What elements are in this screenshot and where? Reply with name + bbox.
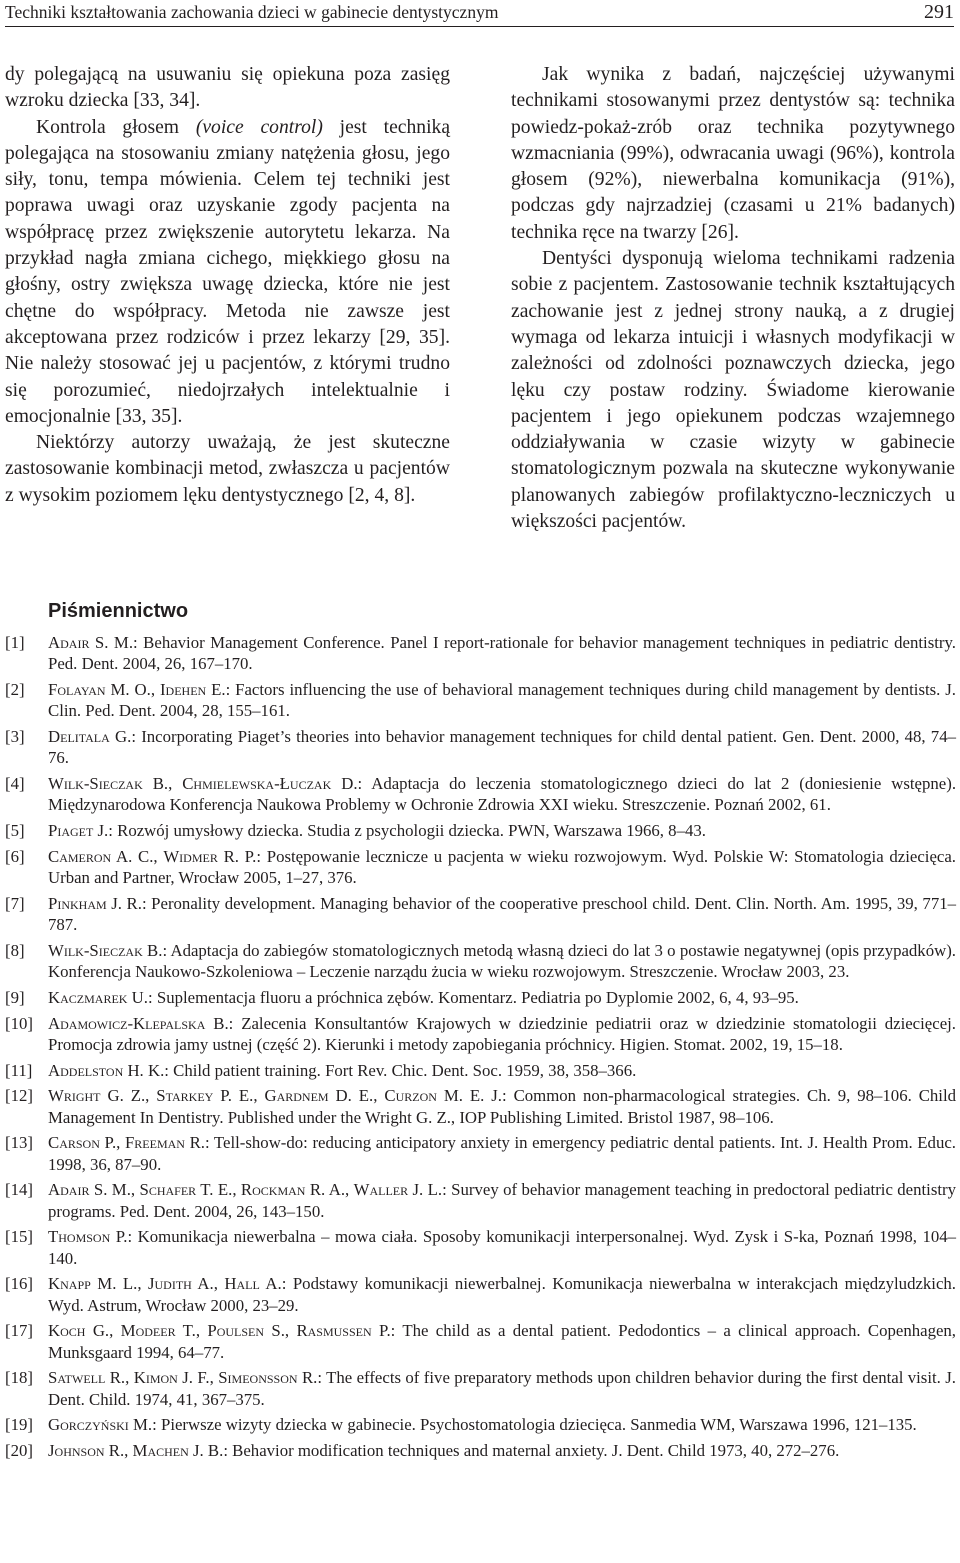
reference-item: [12] Wright G. Z., Starkey P. E., Gardnem D. E., Curzon M. E. J.: Common non-pharmacological strategies. Ch. 9, 98–106. Child Management In Dentistry. Published under the Wright G. Z., IOP Publishing Limited. Bristol 1987, 98–106. — [5, 1086, 957, 1127]
author-initials: R. A. — [309, 1180, 346, 1200]
author-initials: J. F. — [182, 1368, 210, 1388]
author-surname: Starkey — [156, 1086, 214, 1106]
author-surname: Kimon — [133, 1368, 178, 1388]
author-surname: Rasmussen — [296, 1321, 372, 1341]
author-surname: Wilk-Sieczak — [48, 774, 143, 793]
author-initials: D. E. — [335, 1086, 374, 1106]
reference-text: : Komunikacja niewerbalna – mowa ciała. Sposoby komunikacji interpersonalnej. Wyd. Zysk i S-ka, Poznań 1998, 104–140. — [48, 1227, 957, 1268]
text-run: jest techniką polegająca na stosowaniu zmiany natężenia głosu, jego siły, tonu, tempa mówienia. Celem tej techniki jest poprawa uwagi oraz uzyskanie zgody pacjenta na współpracę przez zwiększenie autorytetu lekarza. Na przykład nagła zmiana cichego, miękkiego głosu na głośny, ostry zwiększa uwagę dziecka, które nie jest chętne do współpracy. Metoda nie zawsze jest akceptowana przez rodziców i przez lekarzy [29, 35]. Nie należy stosować jej u pacjentów, z którymi trudno się porozumieć, niedojrzałych intelektualnie i emocjonalnie [33, 35]. — [5, 116, 451, 427]
right-column — [511, 62, 955, 535]
reference-text: : The effects of five preparatory methods upon children behavior during the first dental visit. J. Dent. Child. 1974, 41, 367–375. — [48, 1368, 956, 1409]
author-surname: Kaczmarek — [48, 987, 128, 1007]
author-initials: R. — [108, 1441, 125, 1461]
paragraph: Jak wynika z badań, najczęściej używanymi technikami stosowanymi przez dentystów są: technika powiedz-pokaż-zrób oraz technika pozytywnego wzmacniania (99%), odwracania uwagi (96%), kontrola głosem (92%), niewerbalna komunikacja (91%), podczas gdy najrzadziej (czasami u 21% badanych) technika ręce na twarzy [26]. — [511, 64, 955, 243]
author-surname: Thomson — [48, 1227, 111, 1247]
text-run: Kontrola głosem — [36, 116, 196, 138]
reference-text: : Suplementacja fluoru a próchnica zębów. Komentarz. Pediatria po Dyplomie 2002, 6, 4, 93–95. — [148, 987, 799, 1007]
reference-number: [12] — [5, 1086, 33, 1106]
reference-text: : Survey of behavior management teaching in predoctoral pediatric dentistry programs. Ped. Dent. 2004, 26, 143–150. — [48, 1180, 957, 1221]
reference-text: : The child as a dental patient. Pedodontics – a clinical approach. Copenhagen, Munksgaard 1994, 64–77. — [48, 1321, 956, 1362]
author-initials: J. — [97, 821, 109, 840]
reference-item — [5, 1226, 956, 1268]
author-initials: G. — [92, 1321, 110, 1341]
author-surname: Gorczyński — [48, 1415, 129, 1435]
author-surname: Hall — [224, 1274, 260, 1294]
reference-number: [3] — [5, 727, 25, 746]
author-surname: Piaget — [48, 821, 94, 840]
author-surname: Adair — [48, 1180, 90, 1200]
paragraph: dy polegającą na usuwaniu się opiekuna poza zasięg wzroku dziecka [33, 34]. — [5, 64, 450, 112]
paragraph: Niektórzy autorzy uważają, że jest skuteczne zastosowanie kombinacji metod, zwłaszcza u pacjentów z wysokim poziomem lęku dentystycznego [2, 4, 8]. — [5, 432, 450, 506]
author-surname: Poulsen — [207, 1321, 265, 1341]
author-surname: Schafer — [139, 1180, 197, 1200]
author-surname: Koch — [48, 1321, 86, 1341]
reference-text: : Common non-pharmacological strategies. Ch. 9, 98–106. Child Management In Dentistry. Published under the Wright G. Z., IOP Publishing Limited. Bristol 1987, 98–106. — [48, 1086, 957, 1127]
reference-number: [6] — [5, 846, 25, 866]
author-surname: Cameron — [48, 846, 112, 866]
reference-item: [13] Carson P., Freeman R.: Tell-show-do: reducing anticipatory anxiety in emergency pediatric dental patients. Int. J. Health Prom. Educ. 1998, 36, 87–90. — [5, 1133, 956, 1174]
author-initials: J. B. — [193, 1441, 224, 1461]
author-initials: M. — [133, 1415, 153, 1435]
author-initials: A. — [265, 1274, 282, 1294]
reference-number: [18] — [5, 1368, 33, 1388]
author-initials: S. M. — [94, 633, 134, 652]
reference-item: [6] Cameron A. C., Widmer R. P.: Postępowanie lecznicze u pacjenta w wieku rozwojowym. Wyd. Polskie W: Stomatologia dziecięca. Urban and Partner, Wrocław 2005, 1–27, 376. — [5, 846, 956, 887]
reference-number: [4] — [5, 774, 25, 793]
author-initials: S. — [271, 1321, 285, 1341]
author-surname: Carson — [48, 1133, 100, 1153]
author-initials: P. — [379, 1321, 391, 1341]
reference-item: [20] Johnson R., Machen J. B.: Behavior modification techniques and maternal anxiety. J. Dent. Child 1973, 40, 272–276. — [5, 1441, 840, 1461]
reference-number: [20] — [5, 1441, 33, 1461]
author-surname: Adair — [48, 633, 90, 652]
reference-number: [10] — [5, 1013, 33, 1033]
running-header — [5, 0, 954, 27]
author-initials: R. — [189, 1133, 205, 1153]
author-surname: Addelston — [48, 1060, 124, 1080]
author-initials: A. C. — [116, 846, 154, 866]
reference-text: : Adaptacja do leczenia stomatologicznego dzieci do lat 2 (doniesienie wstępne). Międzynarodowa Konferencja Naukowa Problemy w Ochronie Zdrowia XXI wieku. Streszczenie. Poznań 2002, 61. — [48, 774, 957, 815]
reference-item — [5, 987, 956, 1008]
author-initials: G. Z. — [107, 1086, 146, 1106]
running-title: Techniki kształtowania zachowania dzieci w gabinecie dentystycznym — [5, 2, 499, 22]
author-surname: Curzon — [384, 1086, 437, 1106]
reference-text: : Incorporating Piaget’s theories into behavior management techniques for child dental patient. Gen. Dent. 2000, 48, 74–76. — [48, 727, 956, 768]
reference-item: [18] Satwell R., Kimon J. F., Simeonsson R.: The effects of five preparatory methods upon children behavior during the first dental visit. J. Dent. Child. 1974, 41, 367–375. — [5, 1368, 956, 1409]
reference-item — [5, 726, 956, 768]
author-surname: Freeman — [124, 1133, 185, 1153]
author-initials: H. K. — [127, 1060, 165, 1080]
author-surname: Chmielewska-Łuczak — [182, 774, 332, 793]
author-surname: Knapp — [48, 1274, 91, 1294]
reference-item — [5, 940, 956, 982]
author-initials: G. — [115, 727, 132, 746]
author-initials: B. — [147, 940, 163, 960]
reference-text: : Podstawy komunikacji niewerbalnej. Komunikacja niewerbalna w interakcjach międzyludzkich. Wyd. Astrum, Wrocław 2000, 23–29. — [48, 1274, 956, 1315]
reference-number: [19] — [5, 1415, 33, 1435]
author-surname: Waller — [353, 1180, 409, 1200]
references-heading: Piśmiennictwo — [48, 600, 189, 622]
reference-number: [8] — [5, 940, 25, 960]
paragraph: Dentyści dysponują wieloma technikami radzenia sobie z pacjentem. Zastosowanie technik kształtujących zachowanie jest z jednej strony nauką, a z drugiej wymaga od lekarza intuicji i własnych modyfikacji w zależności od zdolności poznawczych dziecka, jego lęku czy postaw rodziny. Świadome kierowanie pacjentem i jego opiekunem podczas wzajemnego oddziaływania w czasie wizyty w gabinecie stomatologicznym pozwala na skuteczne wykonywanie planowanych zabiegów profilaktyczno-leczniczych u większości pacjentów. — [511, 248, 955, 533]
author-surname: Wilk-Sieczak — [48, 940, 143, 960]
author-initials: D. — [341, 774, 358, 793]
author-initials: R. — [301, 1368, 318, 1388]
author-initials: P. — [104, 1133, 117, 1153]
reference-item: [17] Koch G., Modeer T., Poulsen S., Rasmussen P.: The child as a dental patient. Pedodontics – a clinical approach. Copenhagen, Munksgaard 1994, 64–77. — [5, 1321, 956, 1362]
author-surname: Machen — [132, 1441, 189, 1461]
reference-number: [14] — [5, 1180, 33, 1200]
author-initials: B. — [152, 774, 169, 793]
author-initials: R. — [109, 1368, 126, 1388]
author-initials: J. L. — [412, 1180, 443, 1200]
author-surname: Judith — [147, 1274, 192, 1294]
author-surname: Simeonsson — [218, 1368, 298, 1388]
author-surname: Satwell — [48, 1368, 106, 1388]
author-initials: S. M. — [93, 1180, 131, 1200]
reference-text: : Rozwój umysłowy dziecka. Studia z psychologii dziecka. PWN, Warszawa 1966, 8–43. — [108, 821, 706, 840]
paragraph — [5, 115, 450, 431]
reference-text: : Zalecenia Konsultantów Krajowych w dziedzinie pediatrii oraz w dziedzinie stomatologii dziecięcej. Promocja zdrowia jamy ustnej (część 2). Kierunki i metody zapobiegania próchnicy. Higien. Stomat. 2002, 19, 15–18. — [48, 1013, 956, 1054]
reference-text: : Tell-show-do: reducing anticipatory anxiety in emergency pediatric dental patients. Int. J. Health Prom. Educ. 1998, 36, 87–90. — [48, 1133, 956, 1174]
author-initials: U. — [131, 987, 148, 1007]
reference-text: : Child patient training. Fort Rev. Chic. Dent. Soc. 1959, 38, 358–366. — [164, 1060, 637, 1080]
italic-term: (voice control) — [195, 116, 323, 138]
author-surname: Idehen — [159, 680, 207, 699]
reference-number: [2] — [5, 680, 25, 699]
reference-item — [5, 1414, 956, 1435]
author-initials: T. E. — [200, 1180, 233, 1200]
page-number: 291 — [924, 1, 954, 23]
author-initials: M. E. J. — [443, 1086, 502, 1106]
reference-item: [16] Knapp M. L., Judith A., Hall A.: Podstawy komunikacji niewerbalnej. Komunikacja niewerbalna w interakcjach międzyludzkich. Wyd. Astrum, Wrocław 2000, 23–29. — [5, 1274, 956, 1315]
left-column — [5, 62, 450, 509]
reference-text: : Postępowanie lecznicze u pacjenta w wieku rozwojowym. Wyd. Polskie W: Stomatologia dziecięca. Urban and Partner, Wrocław 2005, 1–27, 376. — [48, 846, 956, 887]
author-surname: Delitala — [48, 727, 110, 746]
reference-number: [11] — [5, 1060, 33, 1080]
reference-number: [16] — [5, 1274, 33, 1294]
reference-item: [14] Adair S. M., Schafer T. E., Rockman R. A., Waller J. L.: Survey of behavior management teaching in predoctoral pediatric dentistry programs. Ped. Dent. 2004, 26, 143–150. — [5, 1180, 957, 1221]
author-initials: T. — [182, 1321, 196, 1341]
author-initials: B. — [213, 1013, 229, 1033]
references-list — [5, 632, 956, 1466]
reference-item — [5, 632, 956, 674]
reference-number: [1] — [5, 633, 25, 652]
reference-text: : Behavior modification techniques and maternal anxiety. J. Dent. Child 1973, 40, 272–276. — [223, 1441, 840, 1461]
reference-item — [5, 893, 956, 935]
author-surname: Johnson — [48, 1441, 105, 1461]
author-surname: Adamowicz-Klepalska — [48, 1013, 206, 1033]
author-initials: R. P. — [223, 846, 257, 866]
reference-item — [5, 1060, 956, 1081]
reference-item — [5, 1013, 956, 1055]
reference-text: : Factors influencing the use of behavioral management techniques during child management by dentists. J. Clin. Ped. Dent. 2004, 28, 155–161. — [48, 680, 956, 721]
author-surname: Gardnem — [264, 1086, 329, 1106]
author-surname: Rockman — [240, 1180, 306, 1200]
author-initials: M. L. — [97, 1274, 138, 1294]
reference-item: [4] Wilk-Sieczak B., Chmielewska-Łuczak D.: Adaptacja do leczenia stomatologicznego dzieci do lat 2 (doniesienie wstępne). Międzynarodowa Konferencja Naukowa Problemy w Ochronie Zdrowia XXI wieku. Streszczenie. Poznań 2002, 61. — [5, 774, 957, 815]
author-surname: Pinkham — [48, 893, 107, 913]
reference-number: [9] — [5, 987, 25, 1007]
author-initials: P. — [115, 1227, 128, 1247]
reference-number: [15] — [5, 1227, 33, 1247]
reference-text: : Peronality development. Managing behavior of the cooperative preschool child. Dent. Clin. North. Am. 1995, 39, 771–787. — [48, 893, 956, 934]
reference-text: : Pierwsze wizyty dziecka w gabinecie. Psychostomatologia dziecięca. Sanmedia WM, Warszawa 1996, 121–135. — [152, 1415, 917, 1435]
author-initials: J. R. — [111, 893, 142, 913]
reference-number: [5] — [5, 821, 25, 840]
author-initials: E. — [211, 680, 226, 699]
author-initials: P. E. — [220, 1086, 254, 1106]
reference-text: : Behavior Management Conference. Panel I report-rationale for behavior management techniques in pediatric dentistry. Ped. Dent. 2004, 26, 167–170. — [48, 633, 957, 674]
author-surname: Wright — [48, 1086, 101, 1106]
author-surname: Widmer — [163, 846, 218, 866]
author-initials: M. O. — [110, 680, 151, 699]
reference-number: [17] — [5, 1321, 33, 1341]
reference-number: [7] — [5, 893, 25, 913]
reference-text: : Adaptacja do zabiegów stomatologicznych metodą własną dzieci do lat 3 o postawie negatywnej (opis przypadków). Konferencja Naukowo-Szkoleniowa – Leczenie narządu żucia w wieku rozwojowym. Streszczenie. Wrocław 2003, 23. — [48, 940, 956, 981]
reference-item: [2] Folayan M. O., Idehen E.: Factors influencing the use of behavioral management techniques during child management by dentists. J. Clin. Ped. Dent. 2004, 28, 155–161. — [5, 680, 956, 721]
reference-number: [13] — [5, 1133, 33, 1153]
reference-item — [5, 820, 956, 841]
author-surname: Folayan — [48, 680, 106, 699]
author-surname: Modeer — [120, 1321, 176, 1341]
author-initials: A. — [197, 1274, 214, 1294]
